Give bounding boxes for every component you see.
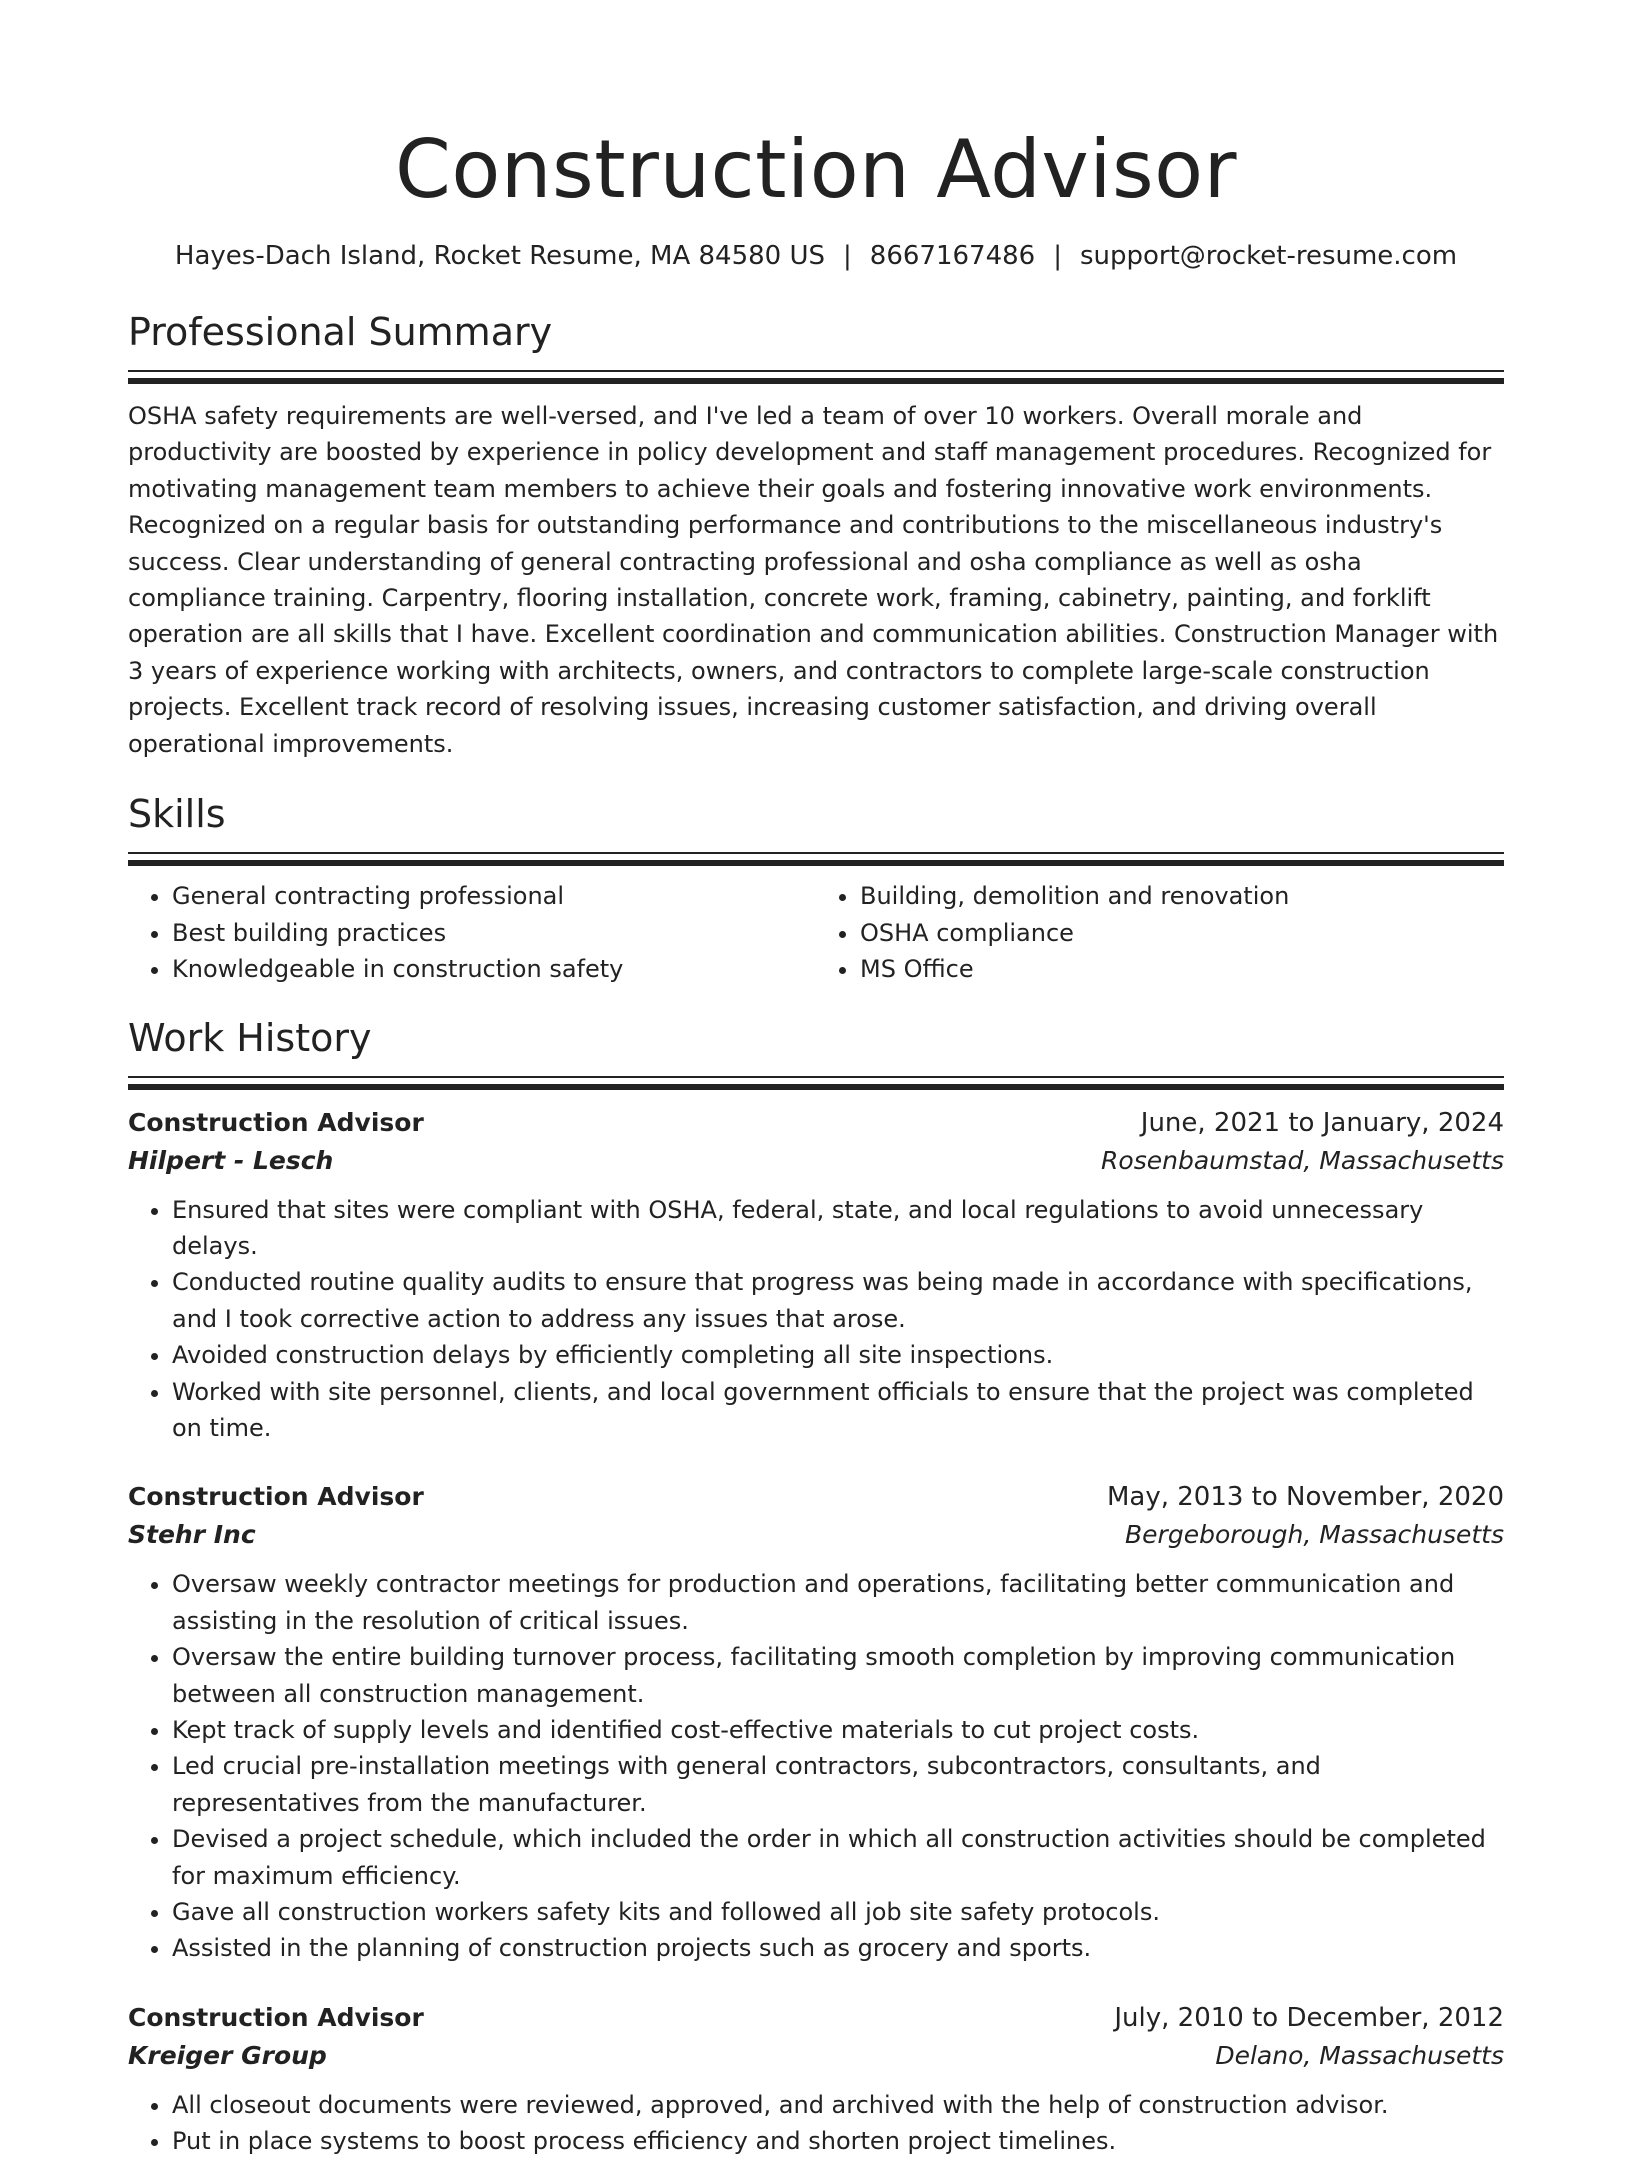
skills-column-right [816,878,1504,988]
job-location: Rosenbaumstad, Massachusetts [1101,1145,1504,1175]
skill-item: • Building, demolition and renovation [860,878,1504,915]
job-company: Kreiger Group [128,2040,327,2070]
job-subheader [128,1516,1504,1554]
skills-heading: Skills [128,792,226,837]
summary-section [128,308,1504,762]
job-bullet: • Led crucial pre-installation meetings with general contractors, subcontractors, consultants, and representatives from the manufacturer. [172,1748,1504,1821]
job-subheader [128,1142,1504,1180]
job-title: Construction Advisor [128,2002,424,2032]
contact-separator: | [843,241,852,271]
section-divider [128,370,1504,384]
job-header [128,1478,1504,1516]
skills-section [128,790,1504,988]
job-bullets [128,1566,1504,1966]
contact-line [128,238,1504,274]
contact-separator: | [1053,241,1062,271]
job-entry [128,1999,1504,2160]
job-company: Hilpert - Lesch [128,1145,334,1175]
job-company: Stehr Inc [128,1520,256,1550]
skill-item: • MS Office [860,951,1504,988]
job-bullet: • Oversaw weekly contractor meetings for production and operations, facilitating better communication and assisting in the resolution of critical issues. [172,1566,1504,1639]
job-entry [128,1104,1504,1447]
job-bullet: • Put in place systems to boost process efficiency and shorten project timelines. [172,2123,1504,2159]
work-history-heading: Work History [128,1015,372,1060]
job-header [128,1104,1504,1142]
skill-item: • OSHA compliance [860,915,1504,952]
summary-text: OSHA safety requirements are well-versed, and I've led a team of over 10 workers. Overall morale and productivity are boosted by experience in policy development and staff management procedures. Recognized for motivating management team members to achieve their goals and fostering innovative work environments. Recognized on a regular basis for outstanding performance and contributions to the miscellaneous industry's success. Clear understanding of general contracting professional and osha compliance as well as osha compliance training. Carpentry, flooring installation, concrete work, framing, cabinetry, painting, and forklift operation are all skills that I have. Excellent coordination and communication abilities. Construction Manager with 3 years of experience working with architects, owners, and contractors to complete large-scale construction projects. Excellent track record of resolving issues, increasing customer satisfaction, and driving overall operational improvements. [128,402,1499,758]
job-bullet: • Ensured that sites were compliant with OSHA, federal, state, and local regulations to avoid unnecessary delays. [172,1192,1504,1265]
job-bullet: • Avoided construction delays by efficiently completing all site inspections. [172,1337,1504,1373]
job-bullet: • Assisted in the planning of construction projects such as grocery and sports. [172,1930,1504,1966]
job-bullets [128,1192,1504,1447]
resume-page [128,0,1504,2160]
job-bullet: • Devised a project schedule, which included the order in which all construction activities should be completed for maximum efficiency. [172,1821,1504,1894]
section-divider [128,1076,1504,1090]
skill-item: • General contracting professional [172,878,816,915]
job-bullet: • Conducted routine quality audits to ensure that progress was being made in accordance with specifications, and I took corrective action to address any issues that arose. [172,1264,1504,1337]
contact-email: support@rocket-resume.com [1079,241,1458,271]
skill-item: • Best building practices [172,915,816,952]
skill-item: • Knowledgeable in construction safety [172,951,816,988]
job-bullet: • Kept track of supply levels and identified cost-effective materials to cut project costs. [172,1712,1504,1748]
job-location: Delano, Massachusetts [1215,2040,1504,2070]
job-bullet: • Oversaw the entire building turnover process, facilitating smooth completion by improving communication between all construction management. [172,1639,1504,1712]
skills-list [128,878,1504,988]
job-location: Bergeborough, Massachusetts [1125,1520,1504,1550]
job-entry [128,1478,1504,1966]
job-header [128,1999,1504,2037]
job-dates: July, 2010 to December, 2012 [1114,2002,1504,2033]
job-bullets [128,2087,1504,2160]
job-bullet: • Gave all construction workers safety kits and followed all job site safety protocols. [172,1894,1504,1930]
contact-phone: 8667167486 [869,241,1036,271]
work-history-section [128,1014,1504,2160]
resume-name: Construction Advisor [395,123,1237,216]
contact-address: Hayes-Dach Island, Rocket Resume, MA 84580 US [174,241,826,271]
job-subheader [128,2037,1504,2075]
job-dates: June, 2021 to January, 2024 [1140,1107,1504,1138]
job-dates: May, 2013 to November, 2020 [1106,1482,1504,1513]
job-bullet: • Worked with site personnel, clients, and local government officials to ensure that the project was completed on time. [172,1374,1504,1447]
skills-column-left [128,878,816,988]
job-bullet: • All closeout documents were reviewed, approved, and archived with the help of construction advisor. [172,2087,1504,2123]
summary-heading: Professional Summary [128,310,553,354]
job-title: Construction Advisor [128,1107,424,1137]
job-title: Construction Advisor [128,1482,424,1512]
section-divider [128,852,1504,866]
